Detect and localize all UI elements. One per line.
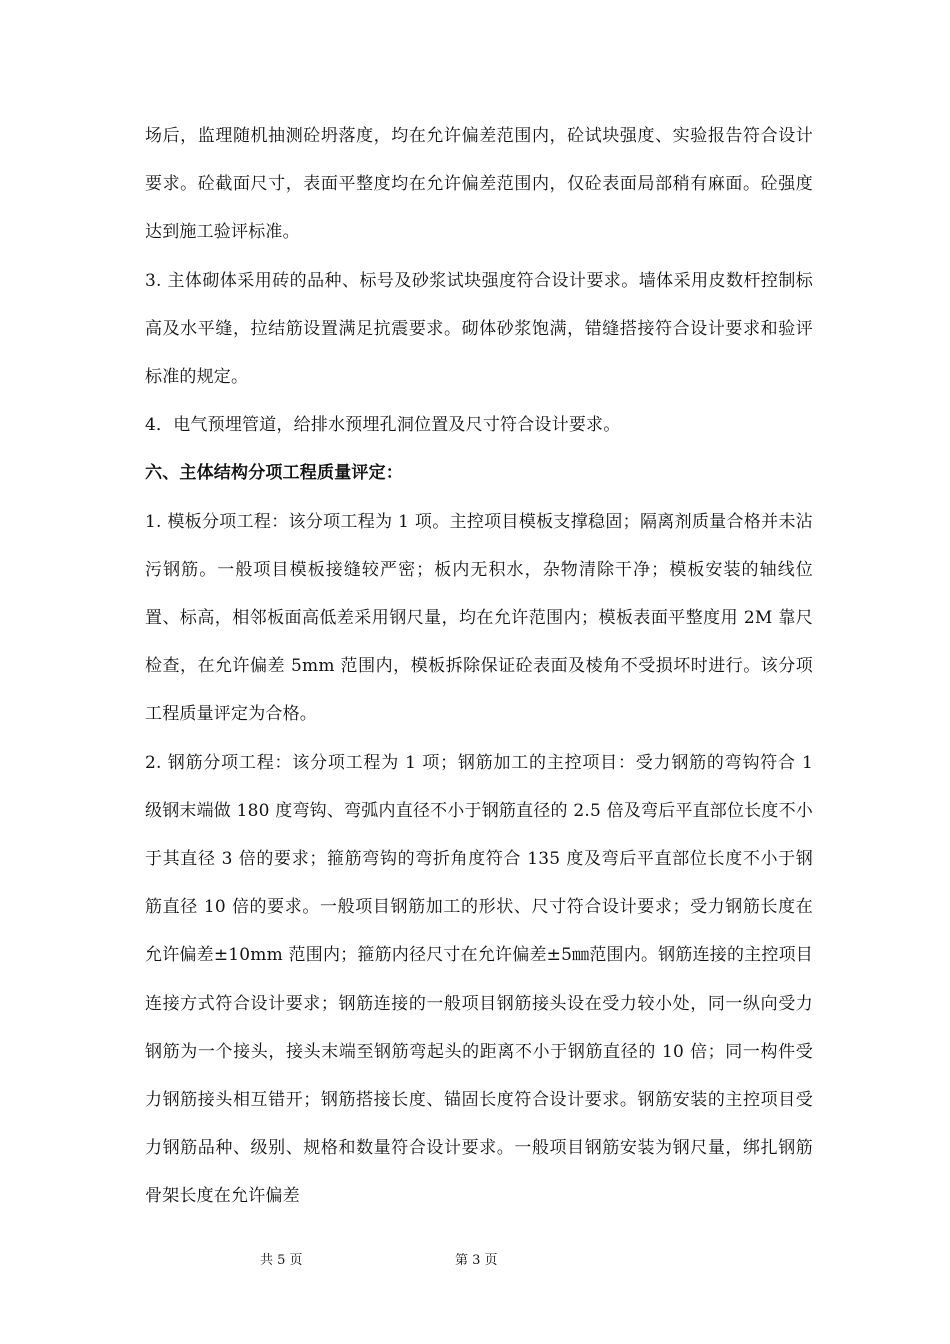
paragraph-rebar: 2. 钢筋分项工程：该分项工程为 1 项；钢筋加工的主控项目：受力钢筋的弯钩符合 1 级钢末端做 180 度弯钩、弯弧内直径不小于钢筋直径的 2.5 倍及弯后平直部位长度不小于其直径 3 倍的要求；箍筋弯钩的弯折角度符合 135 度及弯后平直部位长度不小于钢筋直径 10 倍的要求。一般项目钢筋加工的形状、尺寸符合设计要求；受力钢筋长度在允许偏差±10mm 范围内；箍筋内径尺寸在允许偏差±5㎜范围内。钢筋连接的主控项目连接方式符合设计要求；钢筋连接的一般项目钢筋接头设在受力较小处，同一纵向受力钢筋为一个接头，接头末端至钢筋弯起头的距离不小于钢筋直径的 10 倍；同一构件受力钢筋接头相互错开；钢筋搭接长度、锚固长度符合设计要求。钢筋安装的主控项目受力钢筋品种、级别、规格和数量符合设计要求。一般项目钢筋安装为钢尺量，绑扎钢筋骨架长度在允许偏差: [145, 752, 813, 1207]
paragraph-masonry: 3. 主体砌体采用砖的品种、标号及砂浆试块强度符合设计要求。墙体采用皮数杆控制标高及水平缝，拉结筋设置满足抗震要求。砌体砂浆饱满，错缝搭接符合设计要求和验评标准的规定。: [145, 270, 813, 388]
paragraph-formwork: 1. 模板分项工程：该分项工程为 1 项。主控项目模板支撑稳固；隔离剂质量合格并未沾污钢筋。一般项目模板接缝较严密；板内无积水，杂物清除干净；模板安装的轴线位置、标高，相邻板面高低差采用钢尺量，均在允许范围内；模板表面平整度用 2M 靠尺检查，在允许偏差 5mm 范围内，模板拆除保证砼表面及棱角不受损坏时进行。该分项工程质量评定为合格。: [145, 511, 813, 725]
section-heading-quality-evaluation: 六、主体结构分项工程质量评定：: [145, 463, 403, 484]
paragraph-electrical: 4．电气预埋管道，给排水预埋孔洞位置及尺寸符合设计要求。: [145, 415, 621, 436]
total-pages-label: 共 5 页: [260, 1253, 303, 1268]
paragraph-concrete-summary: 场后，监理随机抽测砼坍落度，均在允许偏差范围内，砼试块强度、实验报告符合设计要求。砼截面尺寸，表面平整度均在允许偏差范围内，仅砼表面局部稍有麻面。砼强度达到施工验评标准。: [145, 126, 813, 243]
page-footer: [0, 1249, 950, 1269]
current-page-label: 第 3 页: [455, 1253, 498, 1268]
document-body: [145, 112, 813, 1221]
